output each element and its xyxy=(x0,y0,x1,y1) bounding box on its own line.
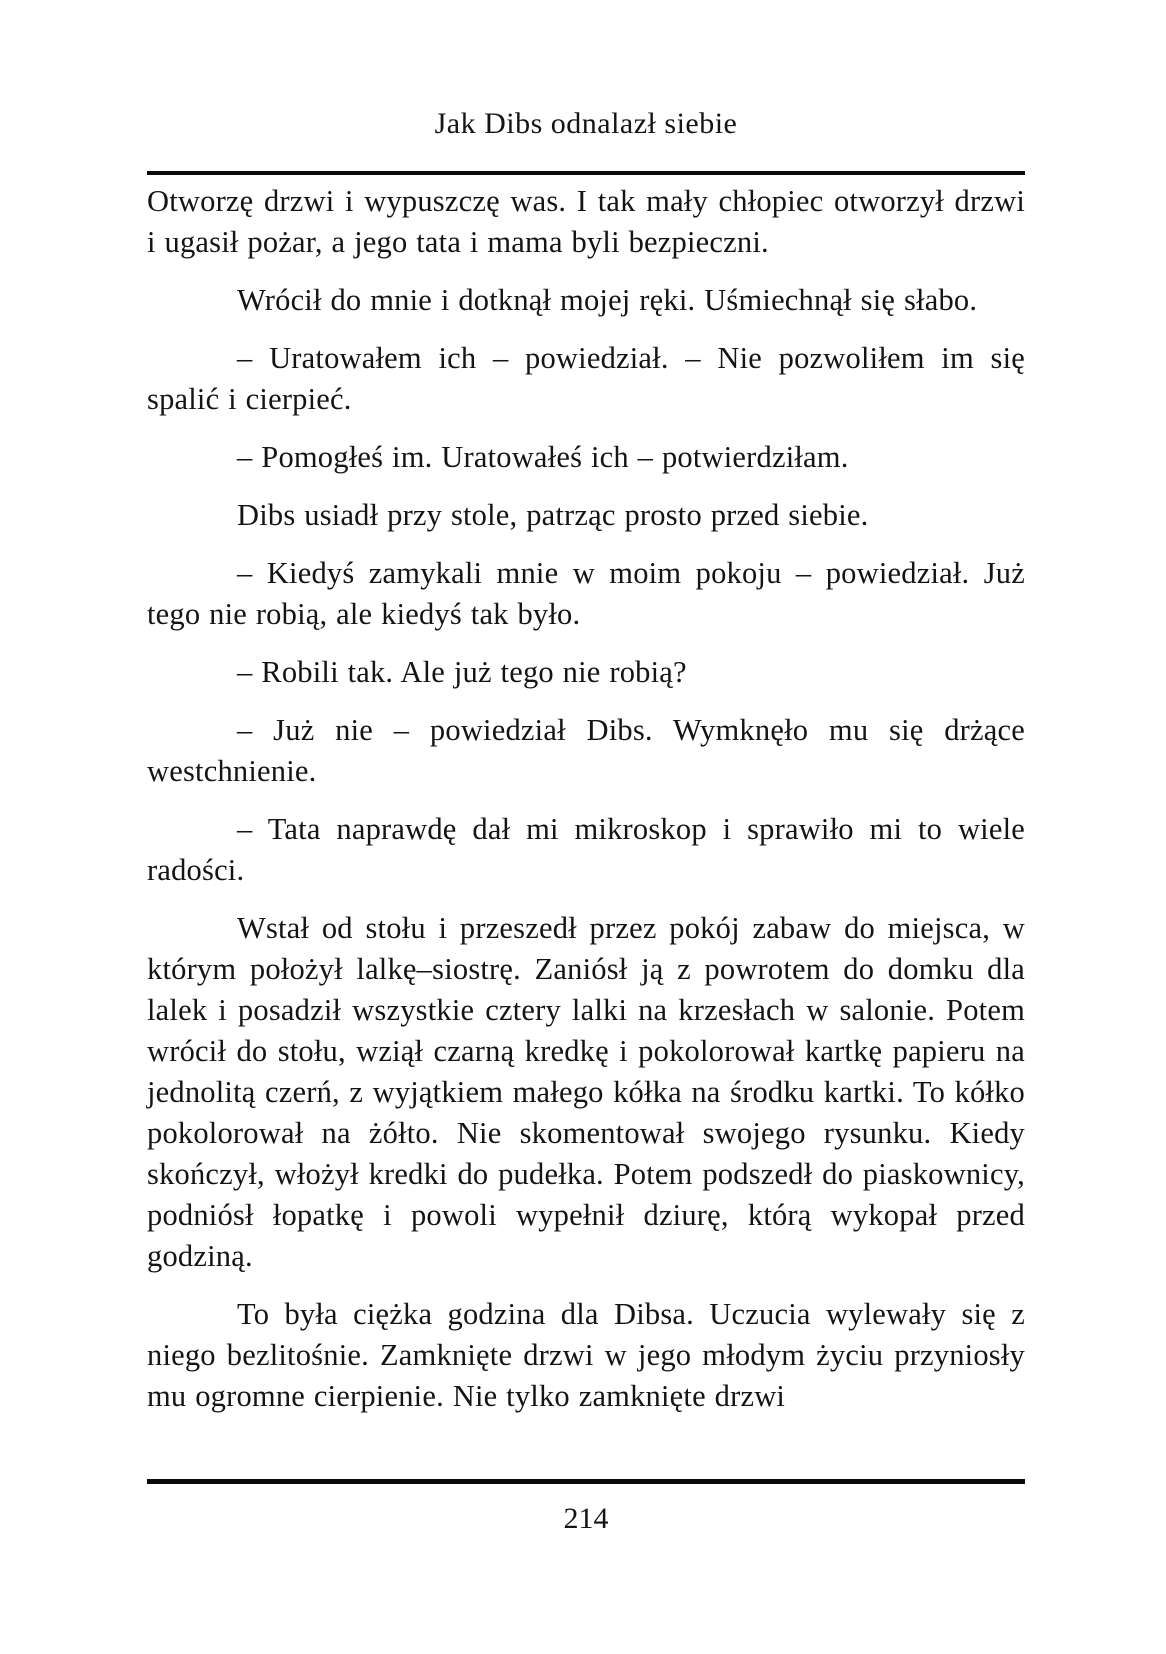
paragraph: – Robili tak. Ale już tego nie robią? xyxy=(237,655,687,689)
footer-rule xyxy=(147,1479,1025,1484)
running-header-title: Jak Dibs odnalazł siebie xyxy=(434,107,738,140)
paragraph: – Uratowałem ich – powiedział. – Nie pozwoliłem im się spalić i cierpieć. xyxy=(147,341,1025,416)
paragraph: – Już nie – powiedział Dibs. Wymknęło mu się drżące westchnienie. xyxy=(147,713,1025,788)
paragraph: To była ciężka godzina dla Dibsa. Uczucia wylewały się z niego bezlitośnie. Zamknięte drzwi w jego młodym życiu przyniosły mu ogromne cierpienie. Nie tylko zamknięte drzwi xyxy=(147,1297,1025,1413)
body-text xyxy=(147,181,1025,1434)
paragraph: Dibs usiadł przy stole, patrząc prosto przed siebie. xyxy=(237,498,869,532)
paragraph: – Kiedyś zamykali mnie w moim pokoju – powiedział. Już tego nie robią, ale kiedyś tak było. xyxy=(147,556,1025,631)
paragraph: Wstał od stołu i przeszedł przez pokój zabaw do miejsca, w którym położył lalkę–siostrę. Zaniósł ją z powrotem do domku dla lalek i posadził wszystkie cztery lalki na krzesłach w salonie. Potem wrócił do stołu, wziął czarną kredkę i pokolorował kartkę papieru na jednolitą czerń, z wyjątkiem małego kółka na środku kartki. To kółko pokolorował na żółto. Nie skomentował swojego rysunku. Kiedy skończył, włożył kredki do pudełka. Potem podszedł do piaskownicy, podniósł łopatkę i powoli wypełnił dziurę, którą wykopał przed godziną. xyxy=(147,911,1025,1273)
page-number: 214 xyxy=(563,1502,609,1535)
paragraph: – Tata naprawdę dał mi mikroskop i sprawiło mi to wiele radości. xyxy=(147,812,1025,887)
paragraph: – Pomogłeś im. Uratowałeś ich – potwierdziłam. xyxy=(237,440,849,474)
paragraph: Otworzę drzwi i wypuszczę was. I tak mały chłopiec otworzył drzwi i ugasił pożar, a jego tata i mama byli bezpieczni. xyxy=(147,184,1025,259)
header-rule xyxy=(147,171,1025,175)
paragraph: Wrócił do mnie i dotknął mojej ręki. Uśmiechnął się słabo. xyxy=(237,283,978,317)
